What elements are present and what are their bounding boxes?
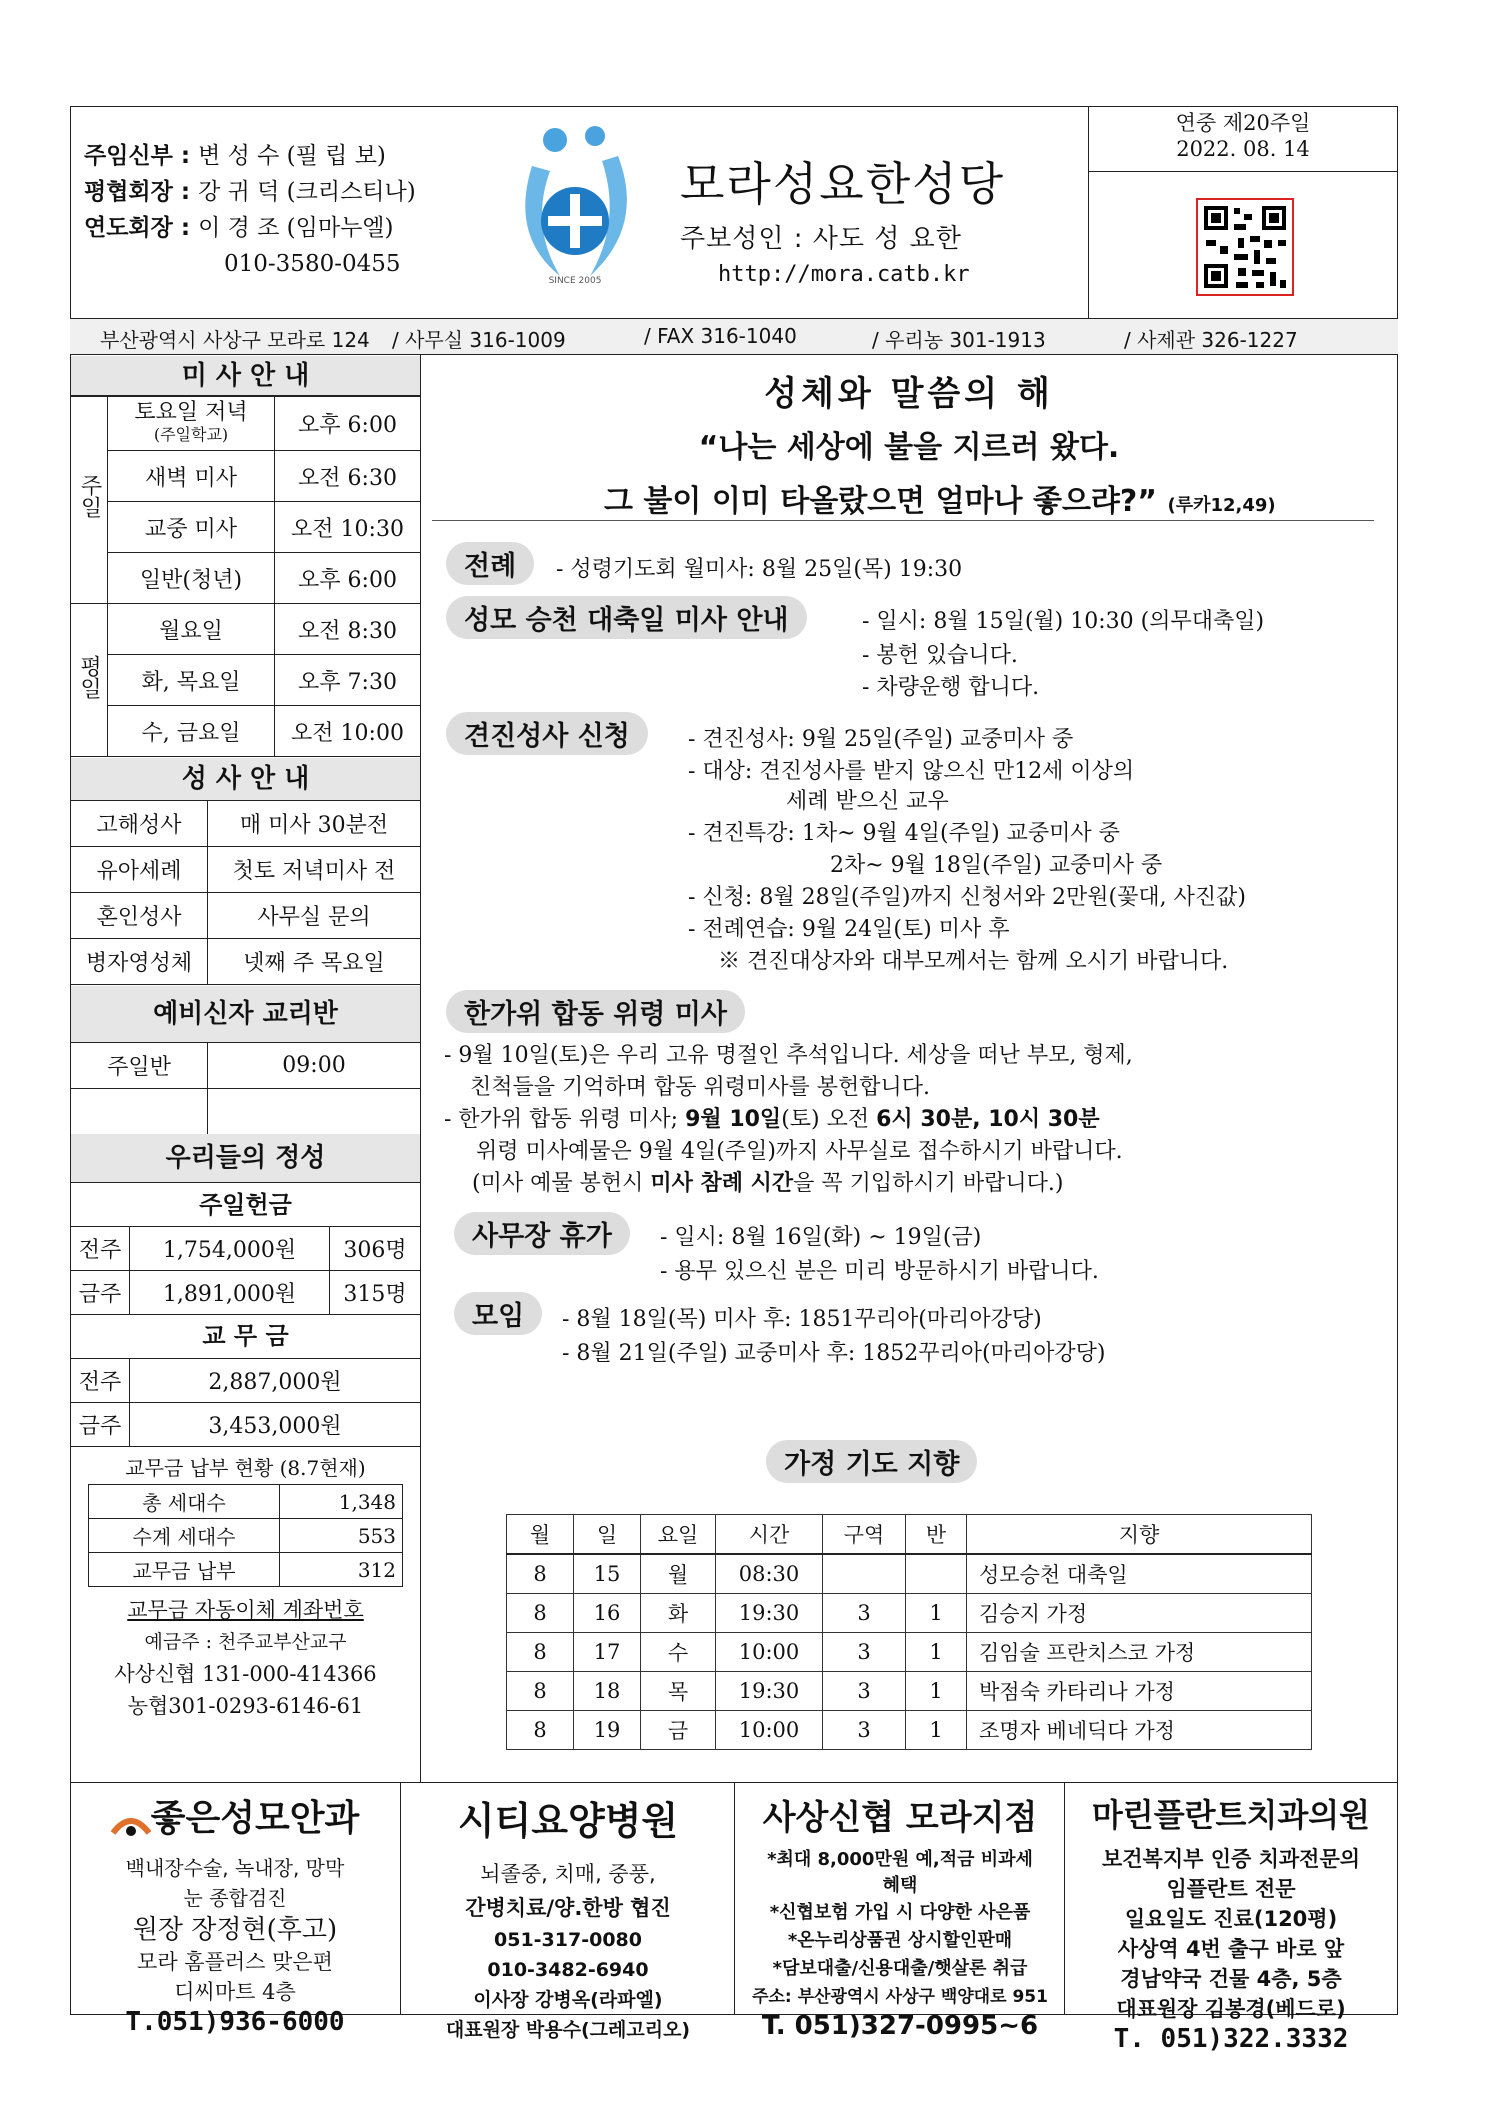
ad-title: 좋은성모안과 — [72, 1790, 398, 1841]
sunday-offering-title: 주일헌금 — [70, 1182, 421, 1227]
mass-time: 오전 8:30 — [275, 604, 421, 655]
attendee-count: 306명 — [330, 1227, 421, 1271]
ad-phone: T. 051)322.3332 — [1113, 2024, 1349, 2054]
catechumen-title: 예비신자 교리반 — [71, 986, 420, 1042]
vacation-line: - 일시: 8월 16일(화) ~ 19일(금) — [660, 1225, 982, 1250]
ad-phone: T.051)936-6000 — [125, 2007, 345, 2037]
rectory-phone: / 사제관 326-1227 — [1124, 328, 1298, 352]
class-time — [208, 1089, 421, 1135]
ad-line: 사상역 4번 출구 바로 앞 — [1117, 1937, 1345, 1961]
gospel-citation: (루카12,49) — [1167, 495, 1276, 516]
sacrament-info: 사무실 문의 — [208, 893, 421, 939]
table-cell: 조명자 베네딕다 가정 — [967, 1711, 1312, 1750]
confirmation-note: ※ 견진대상자와 대부모께서는 함께 오시기 바랍니다. — [718, 949, 1229, 974]
ad-dental-clinic — [1066, 1790, 1396, 2054]
dues-amount: 2,887,000원 — [130, 1359, 421, 1403]
ad-line: 눈 종합검진 — [183, 1886, 287, 1910]
ad-line: 디씨마트 4층 — [174, 1980, 296, 2004]
table-cell: 10:00 — [716, 1711, 823, 1750]
liturgical-date — [1088, 110, 1398, 162]
chuseok-line: (미사 예물 봉헌시 미사 참례 시간을 꼭 기입하시기 바랍니다.) — [472, 1171, 1064, 1196]
account-number-nonghyup: 농협301-0293-6146-61 — [127, 1694, 364, 1718]
column-header: 반 — [906, 1515, 967, 1555]
ad-line: 이사장 강병옥(라파엘) — [473, 1989, 663, 2011]
confirmation-line: 세례 받으신 교우 — [786, 789, 949, 814]
table-cell: 10:00 — [716, 1633, 823, 1672]
table-cell — [823, 1554, 906, 1594]
ad-line: 051-317-0080 — [494, 1929, 642, 1951]
table-cell: 화 — [641, 1594, 716, 1633]
ad-eye-clinic — [72, 1790, 398, 2037]
dues-title: 교 무 금 — [202, 1322, 289, 1350]
ad-line: 백내장수술, 녹내장, 망막 — [125, 1856, 345, 1880]
sunday-offering-table — [70, 1226, 421, 1315]
ad-phone: T. 051)327-0995~6 — [761, 2011, 1039, 2041]
status-value: 312 — [280, 1553, 403, 1587]
sacrament-name: 유아세례 — [71, 847, 208, 893]
mass-name: 일반(청년) — [108, 553, 275, 604]
table-cell: 19:30 — [716, 1594, 823, 1633]
ad-line: 010-3482-6940 — [487, 1959, 649, 1981]
dues-table — [70, 1358, 421, 1447]
table-cell: 월 — [641, 1554, 716, 1594]
sacrament-info: 첫토 저녁미사 전 — [208, 847, 421, 893]
confirmation-line: - 대상: 견진성사를 받지 않으신 만12세 이상의 — [688, 759, 1135, 784]
year-theme-title: 성체와 말씀의 해 — [764, 374, 1054, 414]
sacrament-name: 혼인성사 — [71, 893, 208, 939]
mass-name: 토요일 저녁 (주일학교) — [108, 397, 275, 451]
table-cell: 18 — [574, 1672, 641, 1711]
vacation-line: - 용무 있으신 분은 미리 방문하시기 바랍니다. — [660, 1259, 1099, 1284]
table-cell: 3 — [823, 1711, 906, 1750]
table-cell: 8 — [507, 1594, 574, 1633]
gospel-quote-line2: 그 불이 이미 타올랐으면 얼마나 좋으랴?” (루카12,49) — [604, 484, 1276, 519]
table-cell: 8 — [507, 1672, 574, 1711]
class-time: 09:00 — [208, 1043, 421, 1089]
table-cell: 8 — [507, 1554, 574, 1594]
status-label: 수계 세대수 — [89, 1519, 280, 1553]
sacrament-name: 고해성사 — [71, 801, 208, 847]
ad-line: *최대 8,000만원 예,적금 비과세 — [767, 1849, 1033, 1870]
family-prayer-table — [506, 1514, 1312, 1750]
mass-schedule-table — [70, 396, 421, 757]
chuseok-line: - 9월 10일(토)은 우리 고유 명절인 추석입니다. 세상을 떠난 부모, 형제, — [444, 1043, 1133, 1068]
logo-caption: SINCE 2005 — [548, 276, 602, 286]
table-cell: 15 — [574, 1554, 641, 1594]
table-cell: 수 — [641, 1633, 716, 1672]
eye-logo-icon — [111, 1807, 151, 1833]
status-label: 교무금 납부 — [89, 1553, 280, 1587]
mass-guide-title: 미 사 안 내 — [71, 356, 420, 396]
dues-amount: 3,453,000원 — [130, 1403, 421, 1447]
assumption-line: - 일시: 8월 15일(월) 10:30 (의무대축일) — [862, 609, 1265, 634]
staff-list — [84, 138, 416, 282]
chuseok-line: 친척들을 기억하며 합동 위령미사를 봉헌합니다. — [470, 1075, 931, 1100]
week-label: 금주 — [71, 1403, 130, 1447]
week-label: 전주 — [71, 1359, 130, 1403]
table-cell — [906, 1554, 967, 1594]
table-cell: 8 — [507, 1711, 574, 1750]
table-cell: 3 — [823, 1672, 906, 1711]
confirmation-line: 2차~ 9월 18일(주일) 교중미사 중 — [830, 853, 1163, 878]
liturgical-week: 연중 제20주일 — [1175, 111, 1311, 135]
table-cell: 08:30 — [716, 1554, 823, 1594]
parish-address: 부산광역시 사상구 모라로 124 — [100, 328, 370, 352]
class-name: 주일반 — [71, 1043, 208, 1089]
ad-line: 간병치료/양.한방 협진 — [465, 1896, 671, 1920]
weekday-label: 평일 — [71, 604, 108, 757]
table-cell: 1 — [906, 1594, 967, 1633]
meeting-line: - 8월 18일(목) 미사 후: 1851꾸리아(마리아강당) — [562, 1307, 1042, 1332]
parish-name: 모라성요한성당 — [680, 157, 1006, 211]
ad-line: 일요일도 진료(120평) — [1124, 1907, 1338, 1931]
status-value: 1,348 — [280, 1485, 403, 1519]
ad-line: *신협보험 가입 시 다양한 사은품 — [769, 1902, 1031, 1923]
mass-time: 오전 10:30 — [275, 502, 421, 553]
ad-line: 뇌졸중, 치매, 중풍, — [480, 1862, 656, 1886]
account-info — [70, 1594, 421, 1722]
confirmation-heading: 견진성사 신청 — [446, 712, 648, 755]
ad-line: 대표원장 김봉경(베드로) — [1116, 1997, 1346, 2021]
dues-status-table — [88, 1484, 403, 1587]
mass-time: 오후 6:00 — [275, 553, 421, 604]
table-cell: 1 — [906, 1672, 967, 1711]
mass-name: 새벽 미사 — [108, 451, 275, 502]
status-label: 총 세대수 — [89, 1485, 280, 1519]
mass-time: 오전 10:00 — [275, 706, 421, 757]
liturgy-heading: 전례 — [446, 542, 534, 585]
table-cell: 성모승천 대축일 — [967, 1554, 1312, 1594]
column-header: 구역 — [823, 1515, 906, 1555]
status-value: 553 — [280, 1519, 403, 1553]
table-cell: 김승지 가정 — [967, 1594, 1312, 1633]
confirmation-line: - 견진특강: 1차~ 9월 4일(주일) 교중미사 중 — [688, 821, 1120, 846]
table-cell: 8 — [507, 1633, 574, 1672]
table-cell: 박점숙 카타리나 가정 — [967, 1672, 1312, 1711]
parish-logo — [510, 126, 640, 286]
assumption-line: - 차량운행 합니다. — [862, 675, 1040, 700]
ad-line: 임플란트 전문 — [1166, 1877, 1296, 1901]
mass-time: 오후 6:00 — [275, 397, 421, 451]
parish-phone: 010-3580-0455 — [224, 251, 401, 277]
confirmation-line: - 견진성사: 9월 25일(주일) 교중미사 중 — [688, 727, 1074, 752]
class-name — [71, 1089, 208, 1135]
ad-nursing-hospital — [402, 1790, 734, 2045]
account-title: 교무금 자동이체 계좌번호 — [127, 1598, 364, 1622]
account-number-shinhyup: 사상신협 131-000-414366 — [114, 1662, 377, 1686]
ad-title: 시티요양병원 — [457, 1799, 679, 1843]
liturgy-line: - 성령기도회 월미사: 8월 25일(목) 19:30 — [556, 557, 963, 582]
week-label: 전주 — [71, 1227, 130, 1271]
mass-name: 화, 목요일 — [108, 655, 275, 706]
mass-time: 오후 7:30 — [275, 655, 421, 706]
table-row — [507, 1711, 1312, 1750]
mass-time: 오전 6:30 — [275, 451, 421, 502]
ad-line: 원장 장정현(후고) — [132, 1915, 338, 1945]
chuseok-line: 위령 미사예물은 9월 4일(주일)까지 사무실로 접수하시기 바랍니다. — [476, 1139, 1123, 1164]
sacrament-info: 매 미사 30분전 — [208, 801, 421, 847]
catechumen-table — [70, 1042, 421, 1135]
confirmation-line: - 전례연습: 9월 24일(토) 미사 후 — [688, 917, 1010, 942]
table-cell: 1 — [906, 1711, 967, 1750]
assumption-heading: 성모 승천 대축일 미사 안내 — [446, 596, 807, 639]
table-cell: 금 — [641, 1711, 716, 1750]
table-cell: 김임술 프란치스코 가정 — [967, 1633, 1312, 1672]
ad-line: 모라 홈플러스 맞은편 — [137, 1950, 333, 1974]
sacrament-info: 넷째 주 목요일 — [208, 939, 421, 985]
family-prayer-heading: 가정 기도 지향 — [766, 1440, 977, 1483]
ad-line: 주소: 부산광역시 사상구 백양대로 951 — [752, 1987, 1048, 2007]
confirmation-line: - 신청: 8월 28일(주일)까지 신청서와 2만원(꽃대, 사진값) — [688, 885, 1246, 910]
staff-row: 연도회장 : 이 경 조 (임마누엘) — [84, 215, 394, 241]
ad-line: *담보대출/신용대출/햇살론 취급 — [772, 1958, 1028, 1979]
chuseok-line: - 한가위 합동 위령 미사; 9월 10일(토) 오전 6시 30분, 10시 30분 — [444, 1107, 1100, 1132]
vacation-heading: 사무장 휴가 — [454, 1212, 630, 1255]
mass-name: 월요일 — [108, 604, 275, 655]
ad-line: 경남약국 건물 4층, 5층 — [1120, 1967, 1342, 1991]
column-header: 일 — [574, 1515, 641, 1555]
meetings-heading: 모임 — [454, 1292, 542, 1335]
gospel-quote-line1: “나는 세상에 불을 지르러 왔다. — [698, 430, 1120, 465]
sacrament-name: 병자영성체 — [71, 939, 208, 985]
table-row — [507, 1633, 1312, 1672]
table-cell: 17 — [574, 1633, 641, 1672]
mass-name: 수, 금요일 — [108, 706, 275, 757]
table-cell: 3 — [823, 1594, 906, 1633]
offering-amount: 1,754,000원 — [130, 1227, 330, 1271]
staff-row: 평협회장 : 강 귀 덕 (크리스티나) — [84, 179, 416, 205]
sunday-label: 주일 — [71, 397, 108, 604]
table-cell: 1 — [906, 1633, 967, 1672]
offerings-title: 우리들의 정성 — [71, 1134, 420, 1182]
office-phone: / 사무실 316-1009 — [392, 328, 566, 352]
attendee-count: 315명 — [330, 1271, 421, 1315]
ad-line: 대표원장 박용수(그레고리오) — [445, 2019, 691, 2041]
qr-code-icon[interactable] — [1196, 198, 1294, 296]
table-row — [507, 1594, 1312, 1633]
mass-name: 교중 미사 — [108, 502, 275, 553]
table-row — [507, 1554, 1312, 1594]
table-row — [507, 1672, 1312, 1711]
table-cell: 목 — [641, 1672, 716, 1711]
sacraments-table — [70, 800, 421, 985]
table-cell: 16 — [574, 1594, 641, 1633]
table-cell: 19 — [574, 1711, 641, 1750]
week-label: 금주 — [71, 1271, 130, 1315]
staff-row: 주임신부 : 변 성 수 (필 립 보) — [84, 143, 386, 169]
ad-credit-union — [736, 1790, 1064, 2041]
assumption-line: - 봉헌 있습니다. — [862, 643, 1018, 668]
ad-title: 사상신협 모라지점 — [762, 1798, 1038, 1838]
ad-line: 보건복지부 인증 치과전문의 — [1101, 1847, 1361, 1871]
column-header: 시간 — [716, 1515, 823, 1555]
patron-saint: 주보성인 : 사도 성 요한 — [680, 224, 962, 254]
meeting-line: - 8월 21일(주일) 교중미사 후: 1852꾸리아(마리아강당) — [562, 1341, 1106, 1366]
farm-phone: / 우리농 301-1913 — [872, 328, 1046, 352]
table-cell: 3 — [823, 1633, 906, 1672]
ad-line: 혜택 — [882, 1875, 918, 1896]
column-header: 지향 — [967, 1515, 1312, 1555]
dues-status-title: 교무금 납부 현황 (8.7현재) — [125, 1456, 366, 1480]
ad-title: 마린플란트치과의원 — [1091, 1796, 1371, 1834]
fax-number: / FAX 316-1040 — [644, 324, 797, 348]
ad-line: *온누리상품권 상시할인판매 — [787, 1930, 1013, 1951]
offering-amount: 1,891,000원 — [130, 1271, 330, 1315]
column-header: 요일 — [641, 1515, 716, 1555]
account-holder: 예금주 : 천주교부산교구 — [144, 1631, 347, 1653]
parish-url[interactable]: http://mora.catb.kr — [718, 262, 970, 287]
sacraments-title: 성 사 안 내 — [71, 758, 420, 800]
bulletin-date: 2022. 08. 14 — [1176, 137, 1310, 161]
table-cell: 19:30 — [716, 1672, 823, 1711]
column-header: 월 — [507, 1515, 574, 1555]
chuseok-heading: 한가위 합동 위령 미사 — [446, 990, 745, 1033]
